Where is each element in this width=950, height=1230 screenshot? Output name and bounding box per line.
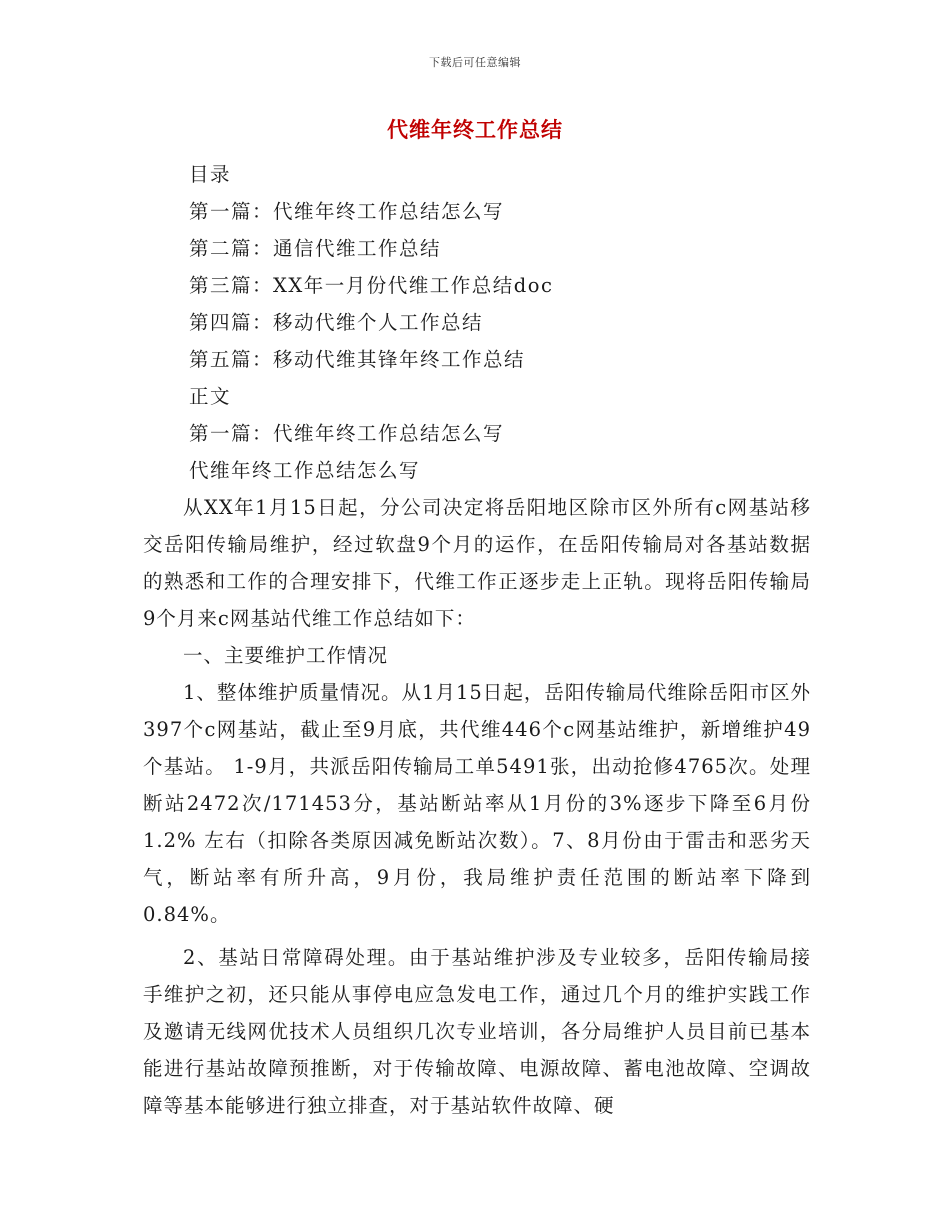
document-body [143, 156, 811, 1124]
toc-item-4: 第四篇：移动代维个人工作总结 [189, 311, 484, 334]
toc-item-3: 第三篇：XX年一月份代维工作总结doc [189, 274, 554, 297]
paragraph-fault-handling: 2、基站日常障碍处理。由于基站维护涉及专业较多，岳阳传输局接手维护之初，还只能从事停电应急发电工作，通过几个月的维护实践工作及邀请无线网优技术人员组织几次专业培训，各分局维护人员目前已基本能进行基站故障预推断，对于传输故障、电源故障、蓄电池故障、空调故障等基本能够进行独立排查，对于基站软件故障、硬 [143, 946, 811, 1117]
toc-item-2: 第二篇：通信代维工作总结 [189, 237, 442, 260]
toc-item-1: 第一篇：代维年终工作总结怎么写 [189, 200, 505, 223]
toc-item-5: 第五篇：移动代维其锋年终工作总结 [189, 348, 526, 371]
chapter-subtitle: 代维年终工作总结怎么写 [189, 459, 421, 482]
section-heading: 一、主要维护工作情况 [183, 644, 389, 667]
document-title: 代维年终工作总结 [387, 117, 563, 142]
body-heading: 正文 [189, 385, 232, 408]
header-note: 下载后可任意编辑 [429, 56, 521, 69]
paragraph-maintenance-quality: 1、整体维护质量情况。从1月15日起，岳阳传输局代维除岳阳市区外397个c网基站，截止至9月底，共代维446个c网基站维护，新增维护49个基站。 1-9月，共派岳阳传输局工单5491张，出动抢修4765次。处理断站2472次/171453分，基站断站率从1月份的3%逐步下降至6月份1.2% 左右（扣除各类原因减免断站次数）。7、8月份由于雷击和恶劣天气，断站率有所升高，9月份，我局维护责任范围的断站率下降到0.84%。 [143, 681, 811, 926]
chapter-heading: 第一篇：代维年终工作总结怎么写 [189, 422, 505, 445]
toc-heading: 目录 [189, 163, 232, 186]
paragraph-intro: 从XX年1月15日起，分公司决定将岳阳地区除市区外所有c网基站移交岳阳传输局维护，经过软盘9个月的运作，在岳阳传输局对各基站数据的熟悉和工作的合理安排下，代维工作正逐步走上正轨。现将岳阳传输局9个月来c网基站代维工作总结如下： [143, 496, 811, 630]
